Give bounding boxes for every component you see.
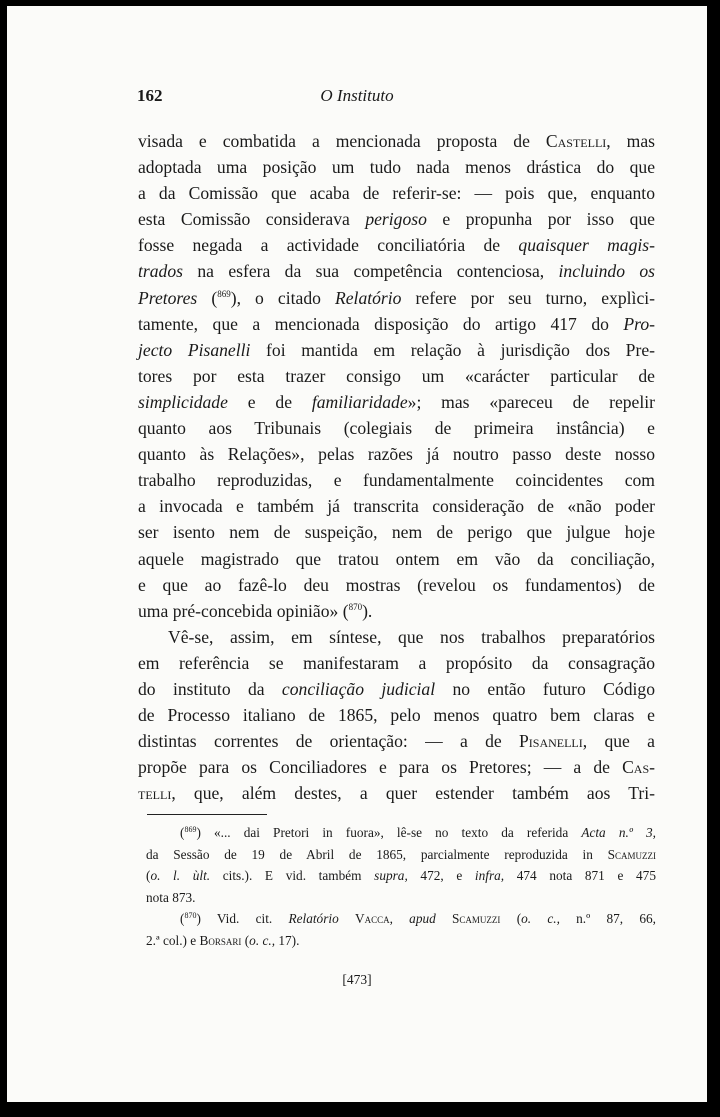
page-number: 162 [137, 86, 163, 105]
text-line: Pretores ($^{869}$), o citado Relatório refere por seu turno, explìci- [138, 287, 655, 308]
author-name: Scamuzzi [452, 911, 501, 927]
italic-text: conciliação judicial [281, 678, 436, 699]
text-line: quanto às Relações», pelas razões já noutro passo deste nosso [138, 444, 655, 465]
text-line: aquele magistrado que tratou ontem em vão da conciliação, [138, 548, 655, 569]
footnote-ref: 869 [184, 825, 197, 834]
text-line: fosse negada a actividade conciliatória de quaisquer magis- [138, 235, 655, 256]
text-line: uma pré-concebida opinião» ($^{870}$). [138, 600, 373, 621]
italic-text: jecto Pisanelli [138, 339, 251, 360]
footnote-ref: 870 [348, 601, 363, 612]
text-line: tamente, que a mencionada disposição do artigo 417 do Pro- [138, 313, 655, 334]
footnote-ref: 869 [217, 288, 231, 299]
italic-text: Acta n.º 3, [581, 825, 656, 840]
book-page [7, 6, 707, 1102]
text-line: a invocada e também já transcrita consideração de «não poder [138, 496, 655, 517]
italic-text: apud [409, 911, 436, 927]
running-header [7, 86, 707, 112]
footnote-line: nota 873. [146, 889, 196, 905]
italic-text: Relatório [288, 911, 339, 927]
text-line: jecto Pisanelli foi mantida em relação à jurisdição dos Pre- [138, 339, 655, 360]
footnote-line: ($^{870}$) Vid. cit. Relatório Vacca, apud Scamuzzi (o. c., n.º 87, 66, [180, 911, 657, 927]
text-line: trados na esfera da sua competência contenciosa, incluindo os [138, 261, 655, 282]
text-line: em referência se manifestaram a propósito da consagração [138, 652, 655, 673]
body-text [138, 128, 655, 806]
italic-text: quaisquer magis- [518, 235, 655, 256]
author-name: telli [138, 783, 172, 804]
text-line: quanto aos Tribunais (colegiais de primeira instância) e [138, 418, 655, 439]
footnote-line: ($^{869}$) «... dai Pretori in fuora», lê-se no texto da referida Acta n.º 3, [180, 825, 656, 840]
italic-text: o. c., [249, 932, 276, 948]
footnote-ref: 870 [184, 911, 197, 921]
footnote-line: 2.ª col.) e Borsari (o. c., 17). [146, 932, 300, 948]
footnote-line: da Sessão de 19 de Abril de 1865, parcialmente reproduzida in Scamuzzi [146, 846, 656, 862]
folio-number: [473] [342, 972, 372, 987]
text-line: adoptada uma posição um tudo nada menos drástica do que [138, 157, 655, 178]
text-line: do instituto da conciliação judicial no então futuro Código [138, 678, 655, 699]
italic-text: familiaridade [311, 391, 408, 412]
footnotes [146, 822, 656, 952]
text-line: Vê-se, assim, em síntese, que nos trabalhos preparatórios [168, 626, 655, 647]
italic-text: o. l. ùlt. [150, 868, 211, 884]
italic-text: o. c., [521, 911, 560, 927]
text-line: ser isento nem de suspeição, nem de perigo que julgue hoje [138, 522, 655, 543]
author-name: Scamuzzi [607, 846, 656, 862]
italic-text: supra, [374, 868, 408, 884]
text-line: trabalho reproduzidas, e fundamentalmente coincidentes com [138, 470, 655, 491]
text-line: esta Comissão considerava perigoso e propunha por isso que [138, 209, 655, 230]
italic-text: incluindo os [558, 261, 655, 282]
text-line: visada e combatida a mencionada proposta de Castelli, mas [138, 131, 655, 151]
italic-text: Relatório [335, 287, 402, 308]
text-line: e que ao fazê-lo deu mostras (revelou os fundamentos) de [138, 574, 655, 595]
text-line: simplicidade e de familiaridade»; mas «pareceu de repelir [138, 391, 655, 412]
text-line: de Processo italiano de 1865, pelo menos quatro bem claras e [138, 705, 655, 726]
text-line: distintas correntes de orientação: — a de Pisanelli, que a [138, 731, 655, 752]
italic-text: infra, [474, 868, 505, 884]
italic-text: trados [138, 261, 183, 282]
text-line: propõe para os Conciliadores e para os Pretores; — a de Cas- [138, 757, 655, 778]
italic-text: Pretores [138, 287, 198, 308]
author-name: Castelli [545, 131, 607, 151]
author-name: Pisanelli [518, 731, 583, 752]
footnote-divider [147, 814, 267, 815]
author-name: Vacca [354, 911, 390, 927]
text-line: telli, que, além destes, a quer estender também aos Tri- [138, 783, 655, 804]
italic-text: simplicidade [138, 391, 228, 412]
text-line: a da Comissão que acaba de referir-se: — pois que, enquanto [138, 183, 655, 204]
italic-text: perigoso [365, 209, 427, 230]
author-name: Borsari [199, 932, 242, 948]
italic-text: Pro- [623, 313, 655, 334]
footnote-line: (o. l. ùlt. cits.). E vid. também supra, 472, e infra, 474 nota 871 e 475 [146, 868, 656, 884]
running-title: O Instituto [320, 86, 394, 105]
text-line: tores por esta trazer consigo um «carácter particular de [138, 365, 655, 386]
author-name: Cas- [622, 757, 655, 778]
